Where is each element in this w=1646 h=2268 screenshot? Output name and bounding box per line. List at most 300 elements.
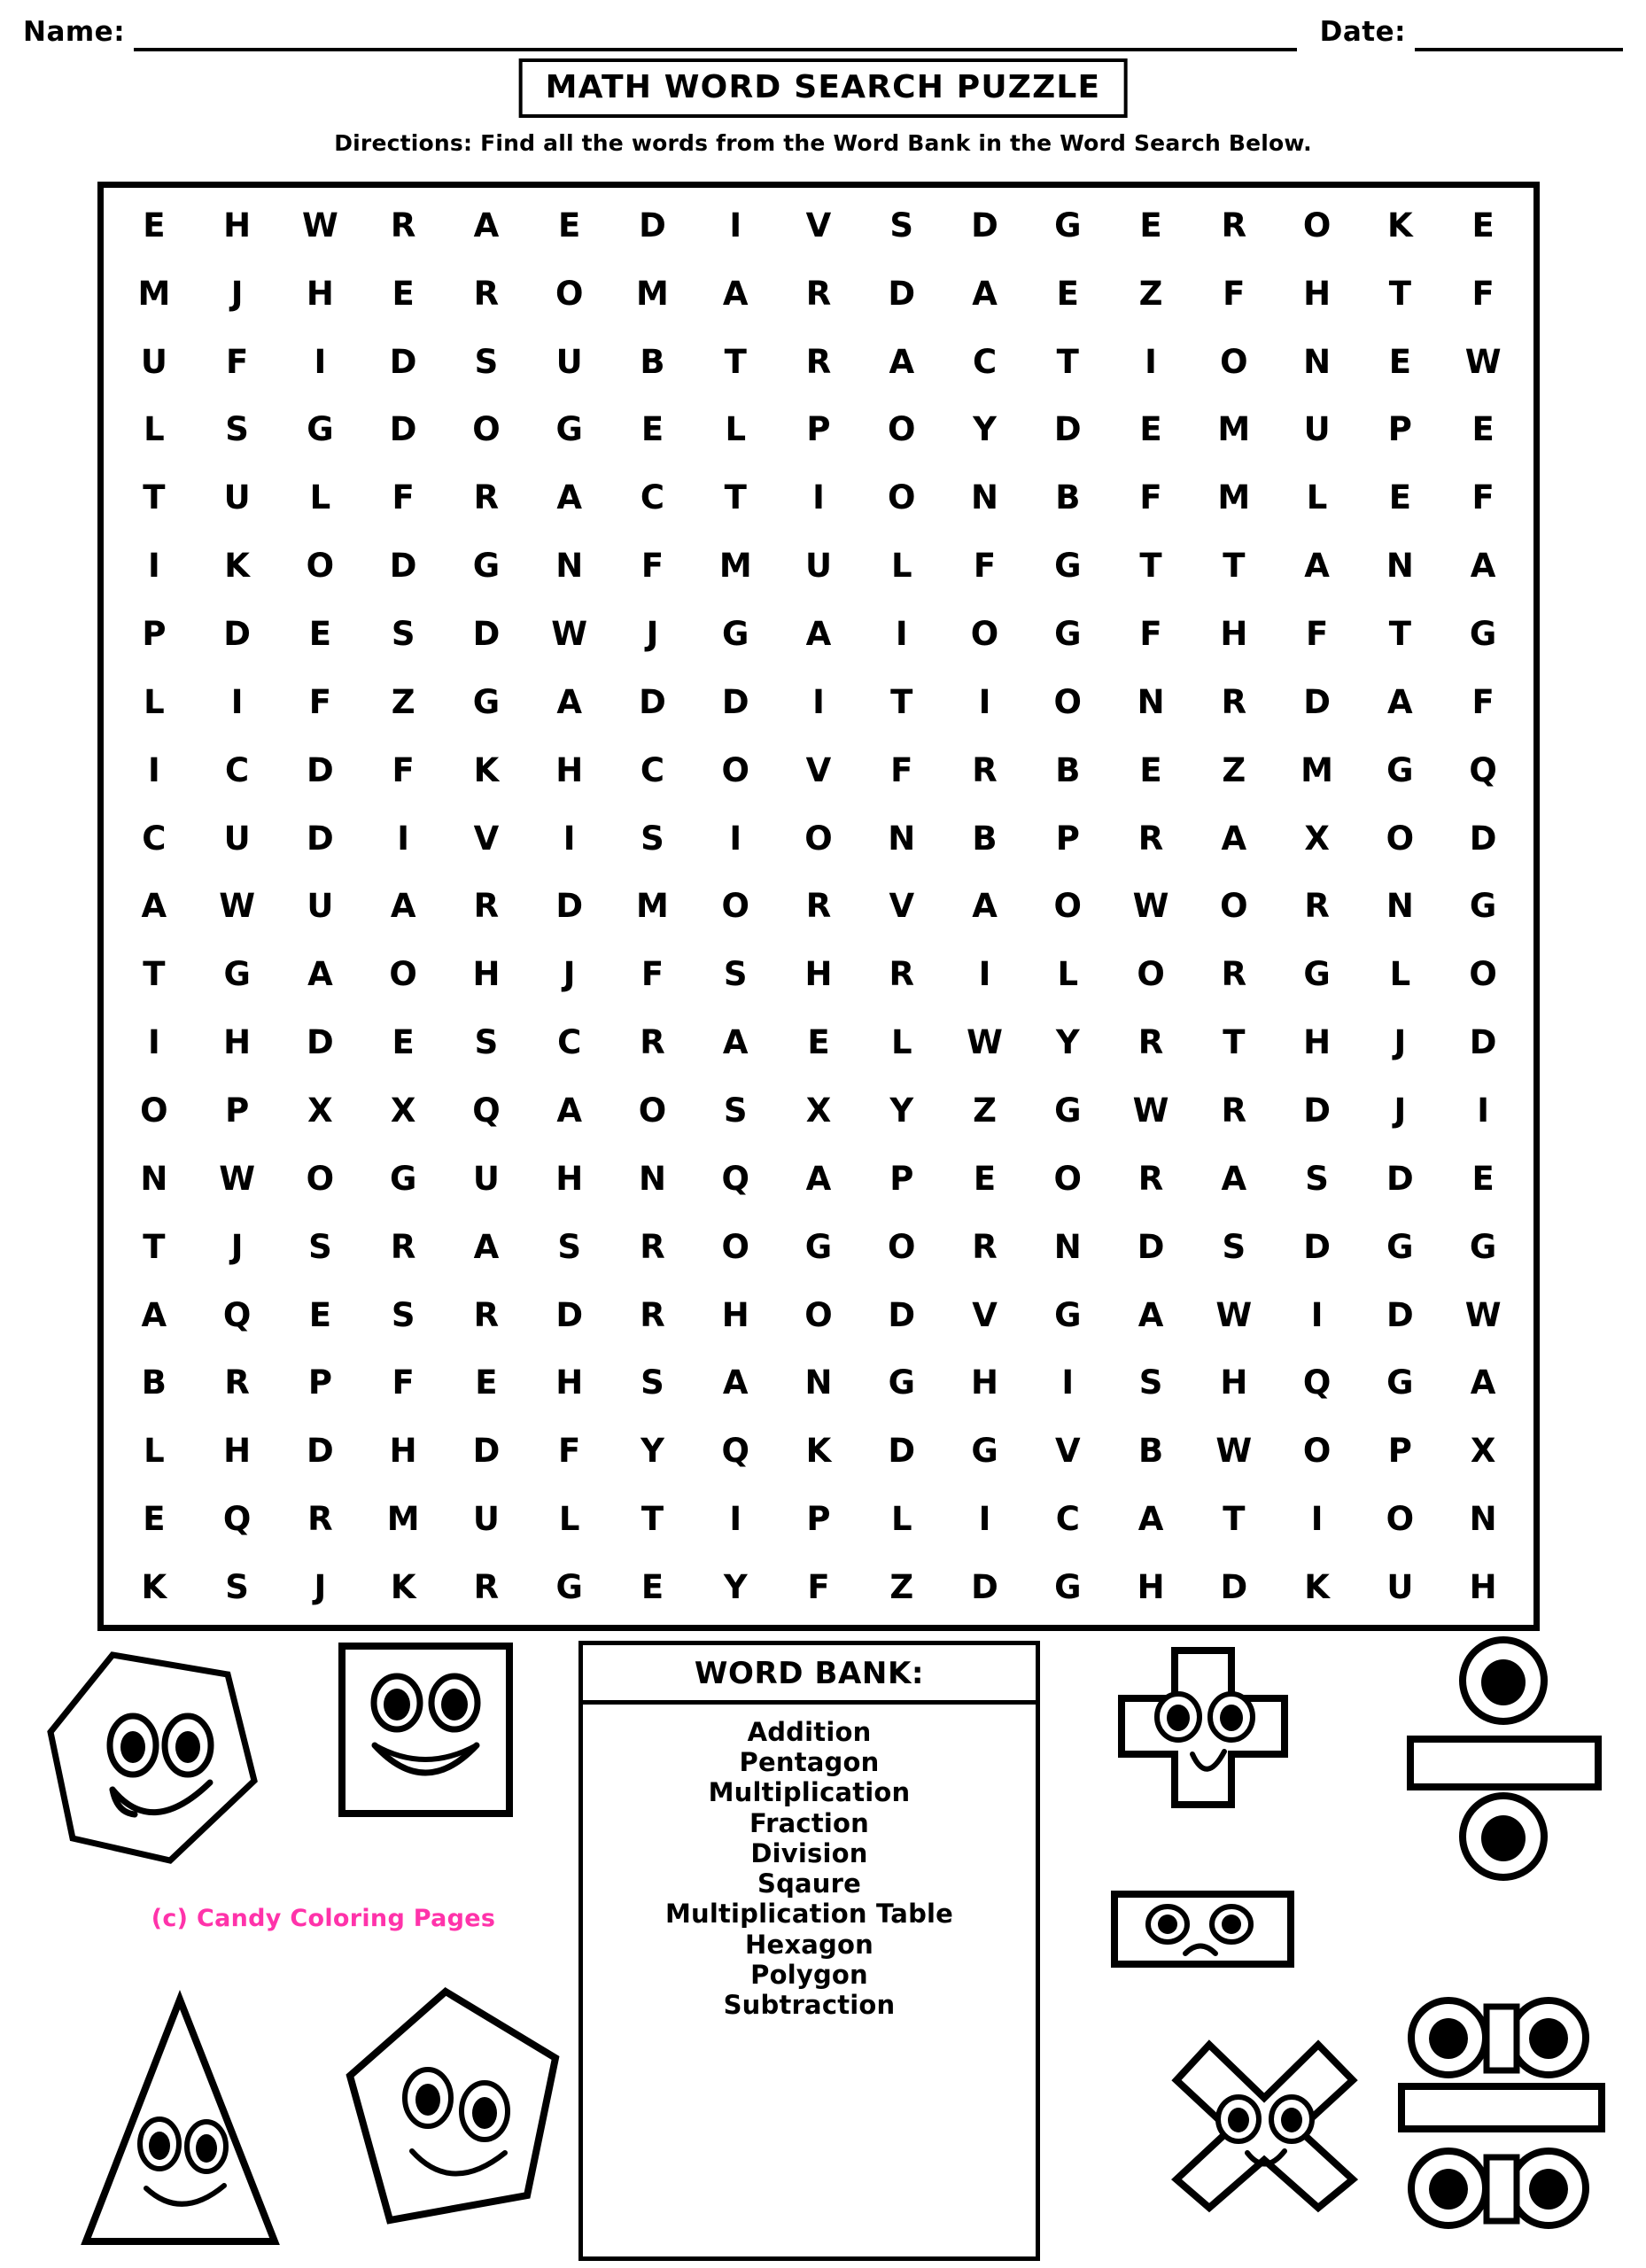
grid-cell[interactable]: A <box>1137 1295 1164 1334</box>
grid-cell[interactable]: O <box>306 547 335 586</box>
grid-cell[interactable]: G <box>1054 547 1082 586</box>
grid-cell[interactable]: F <box>1471 274 1495 313</box>
grid-cell[interactable]: D <box>307 1432 334 1471</box>
grid-cell[interactable]: P <box>806 410 831 449</box>
grid-cell[interactable]: O <box>306 1159 335 1198</box>
grid-cell[interactable]: X <box>1304 819 1330 858</box>
grid-cell[interactable]: G <box>1469 1227 1497 1266</box>
grid-cell[interactable]: W <box>219 887 256 926</box>
grid-cell[interactable]: H <box>721 1295 749 1334</box>
grid-cell[interactable]: N <box>1303 342 1332 381</box>
grid-cell[interactable]: W <box>551 615 588 654</box>
grid-cell[interactable]: O <box>1302 206 1332 245</box>
grid-cell[interactable]: W <box>1132 1091 1169 1130</box>
grid-cell[interactable]: E <box>641 1568 664 1607</box>
grid-cell[interactable]: I <box>147 1023 160 1062</box>
grid-cell[interactable]: O <box>1053 887 1083 926</box>
grid-cell[interactable]: M <box>386 1500 420 1539</box>
grid-cell[interactable]: I <box>314 342 327 381</box>
grid-cell[interactable]: W <box>1215 1432 1253 1471</box>
grid-cell[interactable]: O <box>1137 955 1165 994</box>
grid-cell[interactable]: A <box>722 274 749 313</box>
grid-cell[interactable]: F <box>558 1432 581 1471</box>
grid-cell[interactable]: T <box>641 1500 664 1539</box>
grid-cell[interactable]: R <box>640 1295 665 1334</box>
grid-cell[interactable]: O <box>1302 1432 1332 1471</box>
grid-cell[interactable]: T <box>1056 342 1079 381</box>
grid-cell[interactable]: B <box>1137 1432 1164 1471</box>
grid-cell[interactable]: G <box>472 682 501 721</box>
grid-cell[interactable]: K <box>1304 1568 1330 1607</box>
grid-cell[interactable]: H <box>804 955 833 994</box>
grid-cell[interactable]: K <box>473 750 500 789</box>
grid-cell[interactable]: U <box>223 819 251 858</box>
grid-cell[interactable]: P <box>1387 410 1412 449</box>
grid-cell[interactable]: R <box>1221 955 1247 994</box>
grid-cell[interactable]: F <box>392 750 415 789</box>
grid-cell[interactable]: K <box>141 1568 167 1607</box>
grid-cell[interactable]: T <box>724 342 747 381</box>
grid-cell[interactable]: I <box>1310 1500 1324 1539</box>
grid-cell[interactable]: H <box>1220 1363 1248 1402</box>
grid-cell[interactable]: D <box>389 547 417 586</box>
grid-cell[interactable]: C <box>557 1023 582 1062</box>
grid-cell[interactable]: S <box>391 615 415 654</box>
grid-cell[interactable]: D <box>971 206 998 245</box>
grid-cell[interactable]: I <box>729 206 742 245</box>
grid-cell[interactable]: D <box>1303 1091 1331 1130</box>
grid-cell[interactable]: N <box>1386 547 1414 586</box>
grid-cell[interactable]: J <box>1394 1023 1407 1062</box>
grid-cell[interactable]: E <box>1056 274 1079 313</box>
grid-cell[interactable]: S <box>641 819 664 858</box>
grid-cell[interactable]: O <box>638 1091 667 1130</box>
grid-cell[interactable]: G <box>555 1568 583 1607</box>
grid-cell[interactable]: T <box>890 682 913 721</box>
grid-cell[interactable]: R <box>1221 1091 1247 1130</box>
grid-cell[interactable]: S <box>723 955 748 994</box>
grid-cell[interactable]: A <box>972 274 998 313</box>
grid-cell[interactable]: P <box>225 1091 250 1130</box>
grid-cell[interactable]: V <box>1054 1432 1081 1471</box>
grid-cell[interactable]: G <box>1386 1363 1414 1402</box>
grid-cell[interactable]: A <box>1470 1363 1496 1402</box>
grid-cell[interactable]: R <box>805 274 832 313</box>
grid-cell[interactable]: G <box>389 1159 417 1198</box>
grid-cell[interactable]: E <box>392 1023 415 1062</box>
grid-cell[interactable]: O <box>389 955 417 994</box>
grid-cell[interactable]: P <box>1055 819 1080 858</box>
grid-cell[interactable]: U <box>223 478 251 517</box>
grid-cell[interactable]: S <box>889 206 914 245</box>
grid-cell[interactable]: E <box>1139 750 1162 789</box>
grid-cell[interactable]: I <box>1061 1363 1075 1402</box>
grid-cell[interactable]: M <box>1217 478 1251 517</box>
grid-cell[interactable]: A <box>473 1227 500 1266</box>
grid-cell[interactable]: I <box>147 547 160 586</box>
grid-cell[interactable]: E <box>143 1500 166 1539</box>
grid-cell[interactable]: A <box>889 342 915 381</box>
grid-cell[interactable]: T <box>1388 274 1411 313</box>
grid-cell[interactable]: E <box>1471 410 1495 449</box>
grid-cell[interactable]: L <box>1306 478 1328 517</box>
grid-cell[interactable]: R <box>473 1295 500 1334</box>
grid-cell[interactable]: C <box>142 819 167 858</box>
grid-cell[interactable]: D <box>1386 1295 1414 1334</box>
grid-cell[interactable]: F <box>1471 478 1495 517</box>
grid-cell[interactable]: E <box>1471 1159 1495 1198</box>
grid-cell[interactable]: Q <box>721 1159 749 1198</box>
grid-cell[interactable]: A <box>972 887 998 926</box>
grid-cell[interactable]: D <box>1469 1023 1497 1062</box>
grid-cell[interactable]: F <box>641 955 664 994</box>
grid-cell[interactable]: O <box>888 478 916 517</box>
grid-cell[interactable]: N <box>804 1363 833 1402</box>
grid-cell[interactable]: L <box>1057 955 1079 994</box>
grid-cell[interactable]: Y <box>641 1432 664 1471</box>
grid-cell[interactable]: D <box>1386 1159 1414 1198</box>
grid-cell[interactable]: B <box>1055 750 1081 789</box>
grid-cell[interactable]: U <box>307 887 334 926</box>
grid-cell[interactable]: P <box>889 1159 914 1198</box>
grid-cell[interactable]: Z <box>889 1568 914 1607</box>
grid-cell[interactable]: I <box>1477 1091 1489 1130</box>
grid-cell[interactable]: S <box>557 1227 582 1266</box>
grid-cell[interactable]: H <box>555 1159 584 1198</box>
grid-cell[interactable]: I <box>812 478 825 517</box>
grid-cell[interactable]: U <box>1386 1568 1414 1607</box>
grid-cell[interactable]: O <box>1053 1159 1083 1198</box>
grid-cell[interactable]: U <box>140 342 167 381</box>
grid-cell[interactable]: R <box>224 1363 250 1402</box>
grid-cell[interactable]: Z <box>1222 750 1246 789</box>
grid-cell[interactable]: T <box>143 1227 166 1266</box>
grid-cell[interactable]: D <box>888 1295 916 1334</box>
grid-cell[interactable]: H <box>1220 615 1248 654</box>
grid-cell[interactable]: E <box>392 274 415 313</box>
grid-cell[interactable]: D <box>472 615 501 654</box>
grid-cell[interactable]: R <box>307 1500 333 1539</box>
grid-cell[interactable]: F <box>1223 274 1246 313</box>
grid-cell[interactable]: R <box>889 955 914 994</box>
grid-cell[interactable]: O <box>1469 955 1497 994</box>
grid-cell[interactable]: C <box>972 342 998 381</box>
grid-cell[interactable]: N <box>971 478 998 517</box>
grid-cell[interactable]: M <box>1300 750 1333 789</box>
grid-cell[interactable]: R <box>972 1227 998 1266</box>
grid-cell[interactable]: D <box>971 1568 998 1607</box>
grid-cell[interactable]: D <box>639 682 666 721</box>
grid-cell[interactable]: I <box>978 682 991 721</box>
grid-cell[interactable]: W <box>1464 1295 1502 1334</box>
grid-cell[interactable]: G <box>888 1363 915 1402</box>
grid-cell[interactable]: D <box>555 887 584 926</box>
grid-cell[interactable]: G <box>1469 615 1497 654</box>
grid-cell[interactable]: T <box>724 478 747 517</box>
grid-cell[interactable]: B <box>1055 478 1081 517</box>
grid-cell[interactable]: I <box>397 819 410 858</box>
grid-cell[interactable]: L <box>1389 955 1411 994</box>
grid-cell[interactable]: H <box>223 1023 252 1062</box>
grid-cell[interactable]: B <box>141 1363 167 1402</box>
grid-cell[interactable]: V <box>889 887 915 926</box>
grid-cell[interactable]: G <box>1054 615 1082 654</box>
grid-cell[interactable]: J <box>1394 1091 1407 1130</box>
grid-cell[interactable]: D <box>307 819 334 858</box>
grid-cell[interactable]: L <box>725 410 747 449</box>
grid-cell[interactable]: R <box>473 1568 500 1607</box>
grid-cell[interactable]: L <box>309 478 331 517</box>
grid-cell[interactable]: Q <box>222 1500 252 1539</box>
grid-cell[interactable]: G <box>1054 1568 1082 1607</box>
grid-cell[interactable]: N <box>638 1159 666 1198</box>
grid-cell[interactable]: A <box>390 887 416 926</box>
grid-cell[interactable]: O <box>970 615 999 654</box>
grid-cell[interactable]: I <box>895 615 908 654</box>
grid-cell[interactable]: W <box>1215 1295 1253 1334</box>
grid-cell[interactable]: S <box>723 1091 748 1130</box>
grid-cell[interactable]: R <box>1137 1159 1164 1198</box>
grid-cell[interactable]: O <box>804 1295 833 1334</box>
grid-cell[interactable]: A <box>1470 547 1496 586</box>
grid-cell[interactable]: A <box>722 1023 749 1062</box>
grid-cell[interactable]: F <box>392 478 415 517</box>
grid-cell[interactable]: H <box>1469 1568 1497 1607</box>
grid-cell[interactable]: S <box>474 342 499 381</box>
grid-cell[interactable]: E <box>1139 206 1162 245</box>
grid-cell[interactable]: G <box>307 410 334 449</box>
grid-cell[interactable]: E <box>558 206 581 245</box>
grid-cell[interactable]: U <box>555 342 583 381</box>
grid-cell[interactable]: X <box>805 1091 832 1130</box>
grid-cell[interactable]: U <box>804 547 833 586</box>
grid-cell[interactable]: K <box>390 1568 416 1607</box>
grid-cell[interactable]: H <box>555 750 584 789</box>
grid-cell[interactable]: W <box>1464 342 1502 381</box>
grid-cell[interactable]: T <box>143 478 166 517</box>
grid-cell[interactable]: R <box>390 1227 416 1266</box>
grid-cell[interactable]: R <box>473 478 500 517</box>
grid-cell[interactable]: S <box>1222 1227 1246 1266</box>
grid-cell[interactable]: H <box>472 955 501 994</box>
grid-cell[interactable]: T <box>1223 1023 1246 1062</box>
grid-cell[interactable]: R <box>473 274 500 313</box>
grid-cell[interactable]: S <box>391 1295 415 1334</box>
grid-cell[interactable]: R <box>473 887 500 926</box>
grid-cell[interactable]: N <box>555 547 584 586</box>
grid-cell[interactable]: W <box>1132 887 1169 926</box>
grid-cell[interactable]: A <box>141 887 167 926</box>
grid-cell[interactable]: X <box>390 1091 416 1130</box>
grid-cell[interactable]: E <box>308 1295 332 1334</box>
grid-cell[interactable]: O <box>721 750 749 789</box>
grid-cell[interactable]: I <box>978 955 991 994</box>
grid-cell[interactable]: C <box>640 750 665 789</box>
grid-cell[interactable]: W <box>301 206 338 245</box>
grid-cell[interactable]: Q <box>1469 750 1497 789</box>
grid-cell[interactable]: L <box>558 1500 580 1539</box>
grid-cell[interactable]: K <box>1387 206 1413 245</box>
grid-cell[interactable]: J <box>563 955 576 994</box>
grid-cell[interactable]: G <box>722 615 749 654</box>
grid-cell[interactable]: N <box>1469 1500 1497 1539</box>
grid-cell[interactable]: H <box>971 1363 998 1402</box>
grid-cell[interactable]: D <box>389 342 417 381</box>
grid-cell[interactable]: E <box>807 1023 830 1062</box>
grid-cell[interactable]: R <box>1304 887 1330 926</box>
grid-cell[interactable]: S <box>225 1568 249 1607</box>
grid-cell[interactable]: E <box>475 1363 498 1402</box>
grid-cell[interactable]: U <box>472 1500 500 1539</box>
grid-cell[interactable]: Q <box>222 1295 252 1334</box>
grid-cell[interactable]: W <box>967 1023 1003 1062</box>
grid-cell[interactable]: T <box>1388 615 1411 654</box>
grid-cell[interactable]: D <box>639 206 666 245</box>
grid-cell[interactable]: J <box>314 1568 327 1607</box>
grid-cell[interactable]: R <box>640 1023 665 1062</box>
grid-cell[interactable]: E <box>308 615 332 654</box>
grid-cell[interactable]: F <box>1139 615 1162 654</box>
grid-cell[interactable]: D <box>1053 410 1082 449</box>
grid-cell[interactable]: H <box>1137 1568 1165 1607</box>
grid-cell[interactable]: M <box>636 887 669 926</box>
grid-cell[interactable]: M <box>636 274 669 313</box>
grid-cell[interactable]: U <box>472 1159 500 1198</box>
grid-cell[interactable]: R <box>1221 682 1247 721</box>
grid-cell[interactable]: V <box>805 750 832 789</box>
grid-cell[interactable]: G <box>1386 750 1414 789</box>
grid-cell[interactable]: G <box>472 547 501 586</box>
grid-cell[interactable]: E <box>973 1159 997 1198</box>
grid-cell[interactable]: D <box>1220 1568 1248 1607</box>
grid-cell[interactable]: T <box>1223 547 1246 586</box>
grid-cell[interactable]: G <box>1054 206 1082 245</box>
grid-cell[interactable]: D <box>555 1295 584 1334</box>
grid-cell[interactable]: O <box>804 819 833 858</box>
grid-cell[interactable]: D <box>888 1432 916 1471</box>
grid-cell[interactable]: O <box>472 410 501 449</box>
grid-cell[interactable]: F <box>1471 682 1495 721</box>
grid-cell[interactable]: O <box>1386 819 1415 858</box>
grid-cell[interactable]: R <box>1137 819 1164 858</box>
grid-cell[interactable]: C <box>1055 1500 1080 1539</box>
grid-cell[interactable]: E <box>1388 478 1411 517</box>
grid-cell[interactable]: H <box>223 206 252 245</box>
grid-cell[interactable]: M <box>1217 410 1251 449</box>
grid-cell[interactable]: I <box>812 682 825 721</box>
grid-cell[interactable]: R <box>1137 1023 1164 1062</box>
grid-cell[interactable]: Y <box>723 1568 748 1607</box>
grid-cell[interactable]: F <box>973 547 997 586</box>
grid-cell[interactable]: R <box>972 750 998 789</box>
grid-cell[interactable]: J <box>230 1227 244 1266</box>
grid-cell[interactable]: F <box>641 547 664 586</box>
grid-cell[interactable]: E <box>1139 410 1162 449</box>
grid-cell[interactable]: F <box>392 1363 415 1402</box>
grid-cell[interactable]: A <box>1221 1159 1247 1198</box>
grid-cell[interactable]: B <box>972 819 998 858</box>
grid-cell[interactable]: P <box>307 1363 332 1402</box>
grid-cell[interactable]: R <box>390 206 416 245</box>
grid-cell[interactable]: A <box>1137 1500 1164 1539</box>
grid-cell[interactable]: S <box>225 410 249 449</box>
grid-cell[interactable]: D <box>1469 819 1497 858</box>
grid-cell[interactable]: S <box>641 1363 664 1402</box>
grid-cell[interactable]: R <box>640 1227 665 1266</box>
grid-cell[interactable]: A <box>473 206 500 245</box>
grid-cell[interactable]: G <box>804 1227 833 1266</box>
grid-cell[interactable]: J <box>230 274 244 313</box>
grid-cell[interactable]: E <box>1388 342 1411 381</box>
grid-cell[interactable]: K <box>805 1432 832 1471</box>
grid-cell[interactable]: O <box>721 1227 749 1266</box>
grid-cell[interactable]: O <box>555 274 584 313</box>
grid-cell[interactable]: P <box>806 1500 831 1539</box>
grid-cell[interactable]: I <box>729 819 742 858</box>
grid-cell[interactable]: G <box>1303 955 1331 994</box>
grid-cell[interactable]: V <box>972 1295 998 1334</box>
grid-cell[interactable]: L <box>144 410 165 449</box>
grid-cell[interactable]: Z <box>973 1091 997 1130</box>
grid-cell[interactable]: D <box>888 274 916 313</box>
grid-cell[interactable]: R <box>1221 206 1247 245</box>
grid-cell[interactable]: P <box>142 615 167 654</box>
grid-cell[interactable]: O <box>888 410 916 449</box>
grid-cell[interactable]: D <box>472 1432 501 1471</box>
grid-cell[interactable]: N <box>140 1159 168 1198</box>
grid-cell[interactable]: A <box>141 1295 167 1334</box>
grid-cell[interactable]: G <box>1054 1295 1082 1334</box>
grid-cell[interactable]: W <box>219 1159 256 1198</box>
grid-cell[interactable]: D <box>1303 682 1331 721</box>
grid-cell[interactable]: N <box>1137 682 1165 721</box>
grid-cell[interactable]: B <box>640 342 665 381</box>
grid-cell[interactable]: G <box>1469 887 1497 926</box>
grid-cell[interactable]: I <box>1310 1295 1324 1334</box>
grid-cell[interactable]: O <box>1053 682 1083 721</box>
grid-cell[interactable]: I <box>1145 342 1157 381</box>
grid-cell[interactable]: G <box>1054 1091 1082 1130</box>
grid-cell[interactable]: O <box>888 1227 916 1266</box>
grid-cell[interactable]: V <box>805 206 832 245</box>
grid-cell[interactable]: S <box>308 1227 332 1266</box>
grid-cell[interactable]: Q <box>472 1091 501 1130</box>
grid-cell[interactable]: D <box>307 750 334 789</box>
grid-cell[interactable]: I <box>147 750 160 789</box>
grid-cell[interactable]: X <box>1470 1432 1496 1471</box>
grid-cell[interactable]: D <box>223 615 251 654</box>
grid-cell[interactable]: N <box>1053 1227 1082 1266</box>
grid-cell[interactable]: G <box>223 955 251 994</box>
grid-cell[interactable]: F <box>308 682 332 721</box>
grid-cell[interactable]: I <box>230 682 244 721</box>
grid-cell[interactable]: D <box>721 682 749 721</box>
grid-cell[interactable]: A <box>722 1363 749 1402</box>
grid-cell[interactable]: A <box>556 478 583 517</box>
grid-cell[interactable]: F <box>890 750 913 789</box>
grid-cell[interactable]: F <box>1305 615 1329 654</box>
grid-cell[interactable]: L <box>890 547 912 586</box>
grid-cell[interactable]: A <box>805 1159 832 1198</box>
grid-cell[interactable]: Q <box>1302 1363 1332 1402</box>
grid-cell[interactable]: A <box>307 955 333 994</box>
grid-cell[interactable]: F <box>225 342 249 381</box>
grid-cell[interactable]: P <box>1387 1432 1412 1471</box>
grid-cell[interactable]: O <box>140 1091 168 1130</box>
grid-cell[interactable]: I <box>978 1500 991 1539</box>
grid-cell[interactable]: L <box>890 1500 912 1539</box>
grid-cell[interactable]: O <box>1220 887 1248 926</box>
